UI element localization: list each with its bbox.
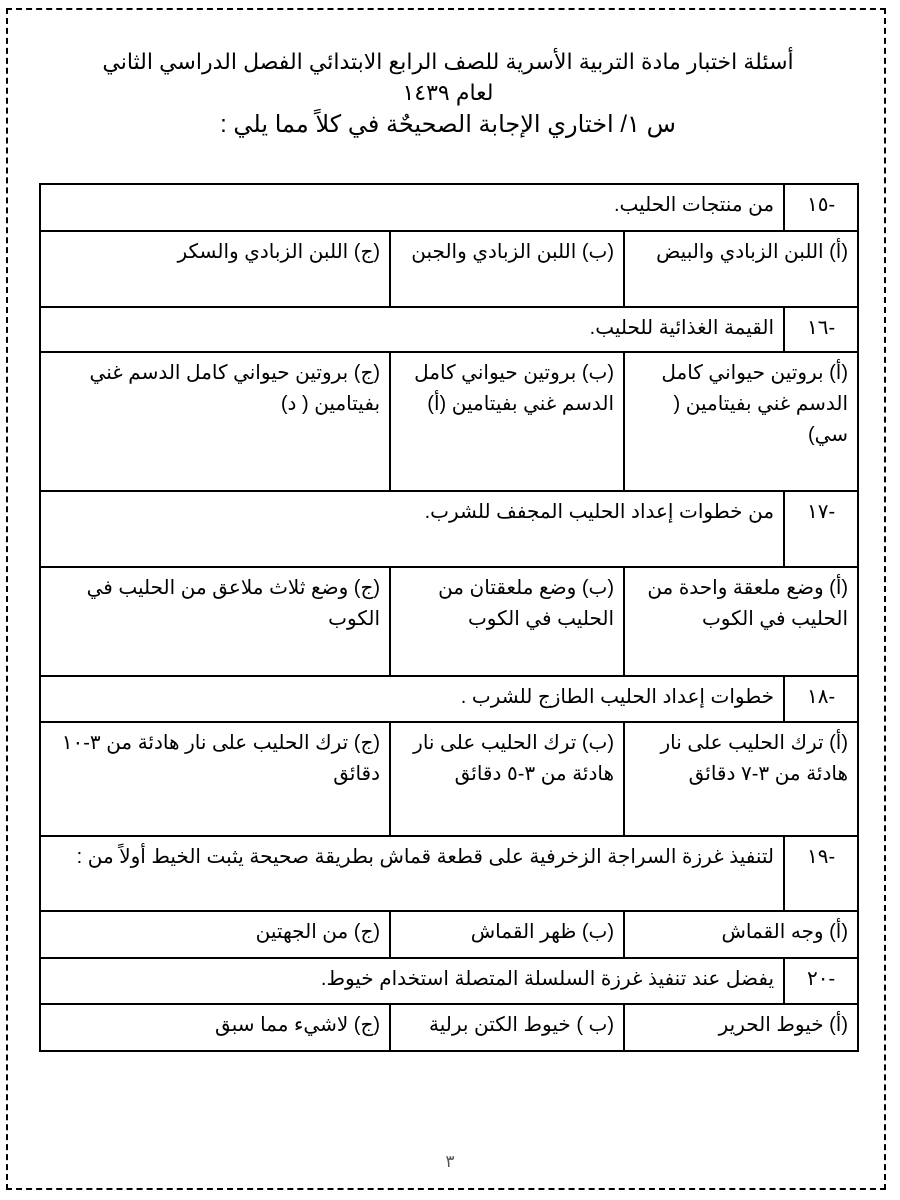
option-b[interactable]: (ب ) خيوط الكتن برلية xyxy=(390,1004,624,1051)
option-b[interactable]: (ب) اللبن الزبادي والجبن xyxy=(390,231,624,307)
question-number: -١٦ xyxy=(784,307,858,352)
options-row xyxy=(40,1004,858,1051)
question-text: القيمة الغذائية للحليب. xyxy=(40,307,784,352)
option-c[interactable]: (ج) ترك الحليب على نار هادئة من ٣-١٠ دقائق xyxy=(40,722,390,836)
question-row xyxy=(40,184,858,231)
option-a[interactable]: (أ) وضع ملعقة واحدة من الحليب في الكوب xyxy=(624,567,858,676)
option-b[interactable]: (ب) ظهر القماش xyxy=(390,911,624,958)
option-c[interactable]: (ج) وضع ثلاث ملاعق من الحليب في الكوب xyxy=(40,567,390,676)
questions-table xyxy=(39,183,859,1052)
page-number: ٣ xyxy=(445,1152,455,1171)
option-a[interactable]: (أ) خيوط الحرير xyxy=(624,1004,858,1051)
question-number: -٢٠ xyxy=(784,958,858,1004)
option-b[interactable]: (ب) بروتين حيواني كامل الدسم غني بفيتامين (أ) xyxy=(390,352,624,491)
question-number: -١٩ xyxy=(784,836,858,911)
option-c[interactable]: (ج) لاشيء مما سبق xyxy=(40,1004,390,1051)
question-text: خطوات إعداد الحليب الطازج للشرب . xyxy=(40,676,784,722)
question-instruction: س ١/ اختاري الإجابة الصحيحٌة في كلاً مما يلي : xyxy=(220,111,676,138)
option-c[interactable]: (ج) من الجهتين xyxy=(40,911,390,958)
exam-title: أسئلة اختبار مادة التربية الأسرية للصف الرابع الابتدائي الفصل الدراسي الثاني xyxy=(102,49,794,74)
options-row xyxy=(40,567,858,676)
question-text: يفضل عند تنفيذ غرزة السلسلة المتصلة استخدام خيوط. xyxy=(40,958,784,1004)
option-a[interactable]: (أ) بروتين حيواني كامل الدسم غني بفيتامين ( سي) xyxy=(624,352,858,491)
options-row xyxy=(40,231,858,307)
option-a[interactable]: (أ) وجه القماش xyxy=(624,911,858,958)
question-row xyxy=(40,491,858,567)
question-row xyxy=(40,958,858,1004)
options-row xyxy=(40,911,858,958)
question-number: -١٧ xyxy=(784,491,858,567)
question-number: -١٥ xyxy=(784,184,858,231)
option-a[interactable]: (أ) اللبن الزبادي والبيض xyxy=(624,231,858,307)
exam-header xyxy=(58,46,838,142)
options-row xyxy=(40,352,858,491)
options-row xyxy=(40,722,858,836)
question-row xyxy=(40,836,858,911)
question-text: من خطوات إعداد الحليب المجفف للشرب. xyxy=(40,491,784,567)
option-b[interactable]: (ب) ترك الحليب على نار هادئة من ٣-٥ دقائق xyxy=(390,722,624,836)
exam-year: لعام ١٤٣٩ xyxy=(402,80,494,105)
question-number: -١٨ xyxy=(784,676,858,722)
question-text: لتنفيذ غرزة السراجة الزخرفية على قطعة قماش بطريقة صحيحة يثبت الخيط أولاً من : xyxy=(40,836,784,911)
question-row xyxy=(40,676,858,722)
option-a[interactable]: (أ) ترك الحليب على نار هادئة من ٣-٧ دقائق xyxy=(624,722,858,836)
question-row xyxy=(40,307,858,352)
question-text: من منتجات الحليب. xyxy=(40,184,784,231)
option-b[interactable]: (ب) وضع ملعقتان من الحليب في الكوب xyxy=(390,567,624,676)
option-c[interactable]: (ج) بروتين حيواني كامل الدسم غني بفيتامين ( د) xyxy=(40,352,390,491)
option-c[interactable]: (ج) اللبن الزبادي والسكر xyxy=(40,231,390,307)
